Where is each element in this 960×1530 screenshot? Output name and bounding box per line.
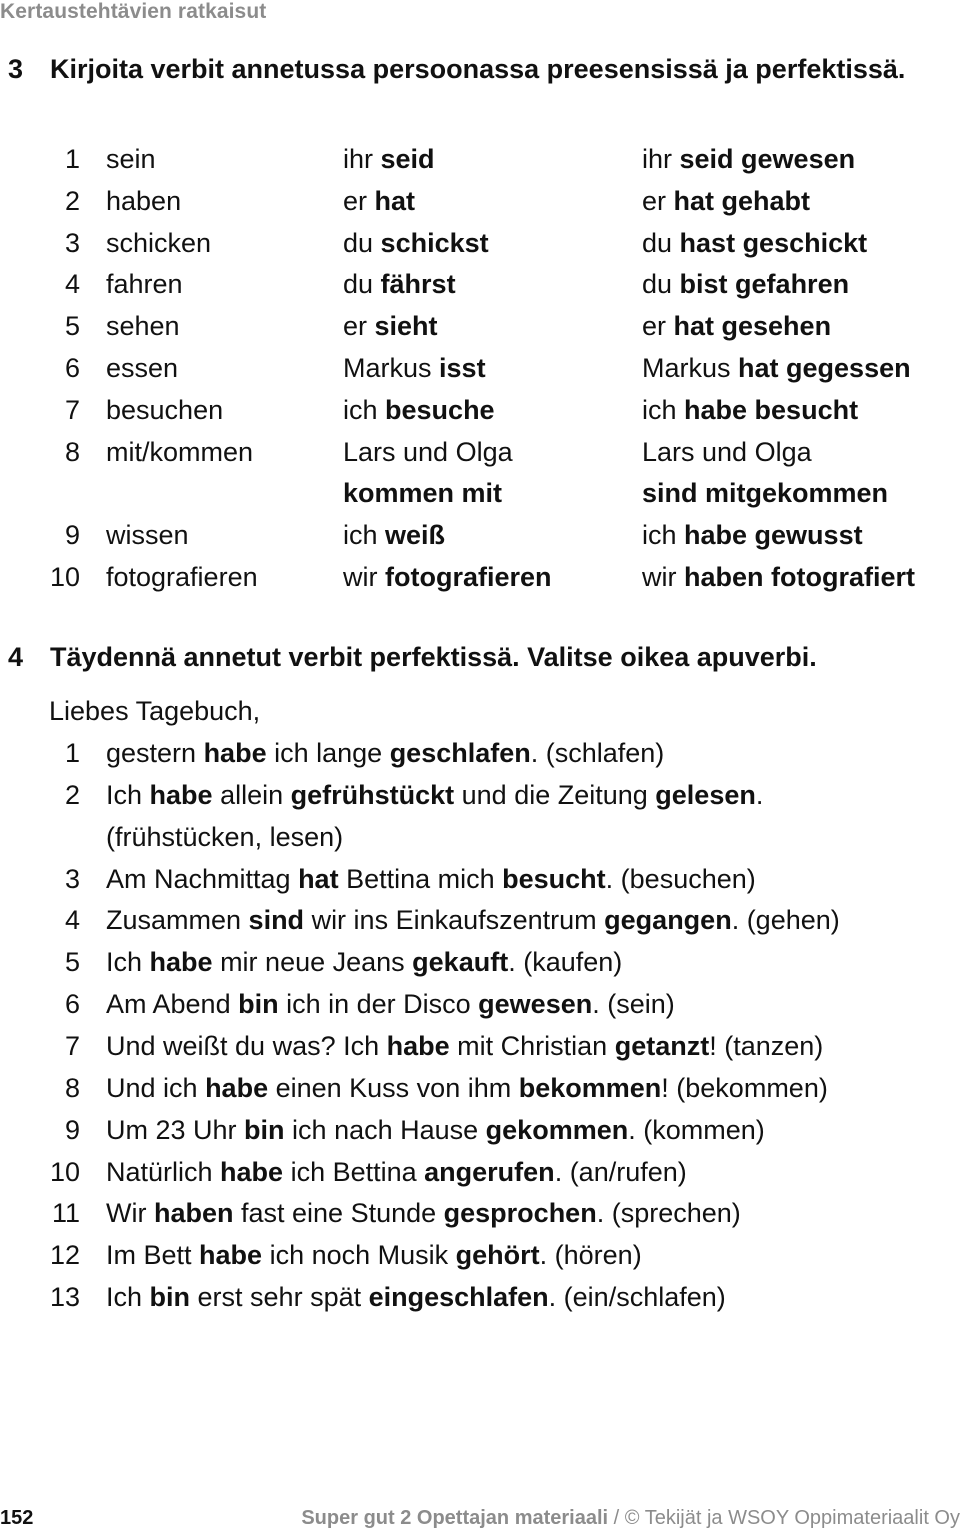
answer-text: fährst	[380, 269, 456, 300]
book-title: Super gut 2 Opettajan materiaali	[301, 1507, 609, 1529]
sentence-text: Ich	[106, 947, 150, 978]
item-number: 5	[64, 311, 80, 342]
exercise-instruction: Täydennä annetut verbit perfektissä. Valitse oikea apuverbi.	[50, 642, 817, 672]
answer-text: isst	[439, 353, 486, 383]
verb-row	[0, 226, 960, 268]
answer-text: habe	[149, 947, 213, 978]
sentence-text: Bettina mich	[338, 863, 503, 894]
sentence	[106, 778, 763, 812]
sentence	[106, 987, 675, 1021]
infinitive: schicken	[106, 227, 212, 258]
answer-text: hast geschickt	[679, 227, 868, 258]
subject-text: Lars und Olga	[343, 436, 513, 467]
present-form	[343, 351, 486, 385]
answer-text: bist gefahren	[679, 269, 850, 300]
subject-text: Lars und Olga	[642, 436, 812, 467]
item-number: 10	[49, 1156, 80, 1187]
item-number: 11	[51, 1198, 80, 1229]
answer-text: haben fotografiert	[684, 562, 916, 592]
answer-text: habe	[205, 1072, 269, 1103]
item-number: 5	[64, 947, 80, 978]
answer-text: habe	[199, 1240, 263, 1271]
item-number: 8	[64, 1072, 80, 1103]
sentence-row	[0, 736, 960, 778]
sentence-row	[0, 903, 960, 945]
answer-text: bin	[238, 989, 279, 1020]
verb-row	[0, 184, 960, 226]
perfect-form	[642, 142, 855, 176]
footer-credit	[301, 1503, 960, 1530]
running-head: Kertaustehtävien ratkaisut	[0, 0, 267, 23]
sentence	[106, 1280, 726, 1314]
sentence	[106, 862, 756, 896]
sentence	[106, 903, 840, 937]
sentence-text: . (besuchen)	[605, 863, 756, 894]
item-number: 9	[64, 1114, 80, 1145]
answer-text: bin	[149, 1282, 191, 1313]
present-form	[343, 560, 552, 594]
item-number: 1	[64, 738, 80, 768]
answer-text: gekauft	[412, 947, 509, 978]
perfect-form	[642, 226, 867, 260]
sentence-row	[0, 1029, 960, 1071]
sentence-text: Im Bett	[106, 1240, 200, 1271]
answer-text: gelesen	[655, 779, 756, 810]
sentence-row	[0, 1238, 960, 1280]
sentence	[106, 1113, 765, 1147]
exercise-number: 3	[8, 54, 24, 84]
separator: /	[608, 1507, 625, 1529]
answer-text: habe gewusst	[684, 520, 863, 551]
item-number: 7	[64, 394, 80, 425]
verb-row	[0, 267, 960, 309]
sentence-text: . (sein)	[592, 989, 675, 1020]
answer-text: gehört	[455, 1240, 540, 1271]
verb-row	[0, 309, 960, 351]
infinitive: fahren	[106, 269, 183, 300]
verb-row	[0, 142, 960, 184]
sentence	[106, 945, 622, 979]
answer-text: hat	[298, 863, 339, 894]
subject-text: er	[343, 185, 375, 216]
infinitive: sein	[106, 144, 156, 174]
present-form	[343, 476, 502, 510]
answer-text: getanzt	[614, 1030, 710, 1061]
item-number: 1	[64, 144, 80, 174]
answer-text: sind mitgekommen	[642, 478, 889, 509]
verb-row	[0, 560, 960, 602]
infinitive: besuchen	[106, 394, 224, 425]
sentence-text: allein	[212, 779, 291, 810]
sentence-text: Ich	[106, 779, 150, 810]
verb-row	[0, 393, 960, 435]
subject-text: ihr	[343, 144, 381, 174]
subject-text: du	[343, 227, 381, 258]
item-number: 4	[64, 905, 80, 936]
item-number: 10	[49, 562, 80, 592]
item-number: 8	[64, 436, 80, 467]
subject-text: ich	[343, 520, 386, 551]
answer-text: gegangen	[604, 905, 732, 936]
sentence-text: wir ins Einkaufszentrum	[304, 905, 605, 936]
sentence-text: Am Abend	[106, 989, 239, 1020]
subject-text: ich	[642, 394, 685, 425]
answer-text: hat gegessen	[738, 353, 911, 383]
sentence-text: ich in der Disco	[278, 989, 479, 1020]
infinitive: haben	[106, 185, 182, 216]
sentence-text: . (an/rufen)	[554, 1156, 687, 1187]
answer-text: hat	[374, 185, 416, 216]
sentence-text: ! (bekommen)	[661, 1072, 828, 1103]
perfect-form	[642, 309, 831, 343]
diary-salutation: Liebes Tagebuch,	[49, 696, 261, 726]
answer-text: habe	[149, 779, 213, 810]
answer-text: schickst	[380, 227, 489, 258]
answer-text: weiß	[385, 520, 446, 551]
answer-text: geschlafen	[389, 738, 531, 768]
subject-text: du	[642, 227, 680, 258]
perfect-form	[642, 518, 863, 552]
present-form	[343, 142, 435, 176]
item-number: 9	[64, 520, 80, 551]
sentence-row	[0, 778, 960, 820]
present-form	[343, 226, 489, 260]
answer-text: eingeschlafen	[368, 1282, 549, 1313]
answer-text: gewesen	[478, 989, 593, 1020]
sentence-text: Natürlich	[106, 1156, 221, 1187]
answer-text: haben	[153, 1198, 234, 1229]
sentence	[106, 1238, 642, 1272]
present-form	[343, 435, 513, 469]
publisher: Tekijät ja WSOY Oppimateriaalit Oy	[639, 1507, 960, 1529]
sentence	[106, 1155, 687, 1189]
answer-text: hat gesehen	[673, 311, 832, 342]
exercise-instruction: Kirjoita verbit annetussa persoonassa preesensissä ja perfektissä.	[50, 54, 906, 84]
sentence-text: .	[755, 779, 764, 810]
sentence	[106, 736, 664, 770]
verb-row	[0, 435, 960, 477]
perfect-form	[642, 476, 888, 510]
sentence-text: . (kommen)	[628, 1114, 765, 1145]
sentence	[106, 1071, 828, 1105]
sentence-text: und die Zeitung	[454, 779, 656, 810]
perfect-form	[642, 184, 810, 218]
subject-text: ihr	[642, 144, 680, 174]
answer-text: bekommen	[518, 1072, 662, 1103]
sentence-text: mir neue Jeans	[212, 947, 413, 978]
infinitive: sehen	[106, 311, 180, 342]
subject-text: du	[642, 269, 680, 300]
copyright-icon: ©	[624, 1507, 640, 1529]
subject-text: wir	[642, 562, 684, 592]
answer-text: besucht	[502, 863, 606, 894]
item-number: 6	[64, 989, 80, 1020]
answer-text: seid	[380, 144, 435, 174]
answer-text: gefrühstückt	[290, 779, 455, 810]
sentence-text: ich Bettina	[283, 1156, 425, 1187]
sentence-text: . (gehen)	[731, 905, 840, 936]
infinitive: fotografieren	[106, 562, 258, 592]
sentence-text: einen Kuss von ihm	[268, 1072, 519, 1103]
sentence-row	[0, 987, 960, 1029]
sentence-text: erst sehr spät	[190, 1282, 369, 1313]
answer-text: sieht	[374, 311, 438, 342]
sentence-text: (frühstücken, lesen)	[106, 821, 344, 852]
sentence-text: ich noch Musik	[262, 1240, 456, 1271]
answer-text: fotografieren	[385, 562, 552, 592]
sentence-text: Am Nachmittag	[106, 863, 299, 894]
present-form	[343, 518, 445, 552]
infinitive: mit/kommen	[106, 436, 254, 467]
answer-text: hat gehabt	[673, 185, 811, 216]
sentence-text: ich nach Hause	[284, 1114, 486, 1145]
subject-text: er	[642, 185, 674, 216]
sentence-text: . (schlafen)	[530, 738, 665, 768]
item-number: 3	[64, 863, 80, 894]
answer-text: habe	[220, 1156, 284, 1187]
sentence-row	[0, 1280, 960, 1322]
sentence-text: ich lange	[266, 738, 390, 768]
answer-text: seid gewesen	[679, 144, 856, 174]
sentence-text: Zusammen	[106, 905, 249, 936]
perfect-form	[642, 267, 849, 301]
answer-text: gesprochen	[443, 1198, 597, 1229]
sentence-text: Und ich	[106, 1072, 206, 1103]
infinitive: wissen	[106, 520, 189, 551]
verb-row	[0, 351, 960, 393]
subject-text: ich	[343, 394, 386, 425]
present-form	[343, 393, 495, 427]
sentence-row	[0, 862, 960, 904]
answer-text: bin	[244, 1114, 285, 1145]
sentence-row	[0, 1113, 960, 1155]
verb-row	[0, 476, 960, 518]
sentence-text: . (ein/schlafen)	[548, 1282, 726, 1313]
sentence-text: Wir	[106, 1198, 154, 1229]
sentence-text: mit Christian	[449, 1030, 615, 1061]
answer-text: habe besucht	[684, 394, 859, 425]
sentence-row	[0, 1071, 960, 1113]
subject-text: du	[343, 269, 381, 300]
page-number: 152	[0, 1507, 34, 1529]
subject-text: ich	[642, 520, 685, 551]
sentence-row	[0, 1196, 960, 1238]
perfect-form	[642, 351, 911, 385]
sentence-text: ! (tanzen)	[709, 1030, 824, 1061]
exercise-number: 4	[8, 642, 24, 672]
item-number: 3	[64, 227, 80, 258]
answer-text: habe	[386, 1030, 450, 1061]
answer-text: besuche	[385, 394, 495, 425]
sentence	[106, 820, 343, 854]
sentence-row	[0, 1155, 960, 1197]
item-number: 4	[64, 269, 80, 300]
answer-text: gekommen	[485, 1114, 629, 1145]
present-form	[343, 309, 438, 343]
item-number: 6	[64, 353, 80, 383]
item-number: 2	[64, 185, 80, 216]
present-form	[343, 267, 456, 301]
infinitive: essen	[106, 353, 179, 383]
subject-text: er	[642, 311, 674, 342]
present-form	[343, 184, 415, 218]
item-number: 7	[64, 1030, 80, 1061]
subject-text: wir	[343, 562, 385, 592]
answer-text: habe	[203, 738, 267, 768]
answer-text: angerufen	[424, 1156, 555, 1187]
item-number: 12	[49, 1240, 80, 1271]
sentence	[106, 1029, 823, 1063]
perfect-form	[642, 393, 858, 427]
sentence-text: Ich	[106, 1282, 150, 1313]
item-number: 2	[64, 779, 80, 810]
subject-text: er	[343, 311, 375, 342]
answer-text: sind	[248, 905, 305, 936]
sentence-text: Und weißt du was? Ich	[106, 1030, 387, 1061]
perfect-form	[642, 435, 812, 469]
sentence-text: . (kaufen)	[508, 947, 623, 978]
sentence-row	[0, 820, 960, 862]
answer-text: kommen mit	[343, 478, 503, 509]
sentence-text: Um 23 Uhr	[106, 1114, 245, 1145]
subject-text: Markus	[343, 353, 440, 383]
sentence-text: . (hören)	[539, 1240, 642, 1271]
verb-row	[0, 518, 960, 560]
sentence-text: . (sprechen)	[596, 1198, 741, 1229]
page-footer	[0, 1503, 960, 1530]
subject-text: Markus	[642, 353, 739, 383]
sentence-text: fast eine Stunde	[233, 1198, 444, 1229]
item-number: 13	[49, 1282, 80, 1313]
perfect-form	[642, 560, 915, 594]
sentence	[106, 1196, 741, 1230]
sentence-text: gestern	[106, 738, 204, 768]
sentence-row	[0, 945, 960, 987]
